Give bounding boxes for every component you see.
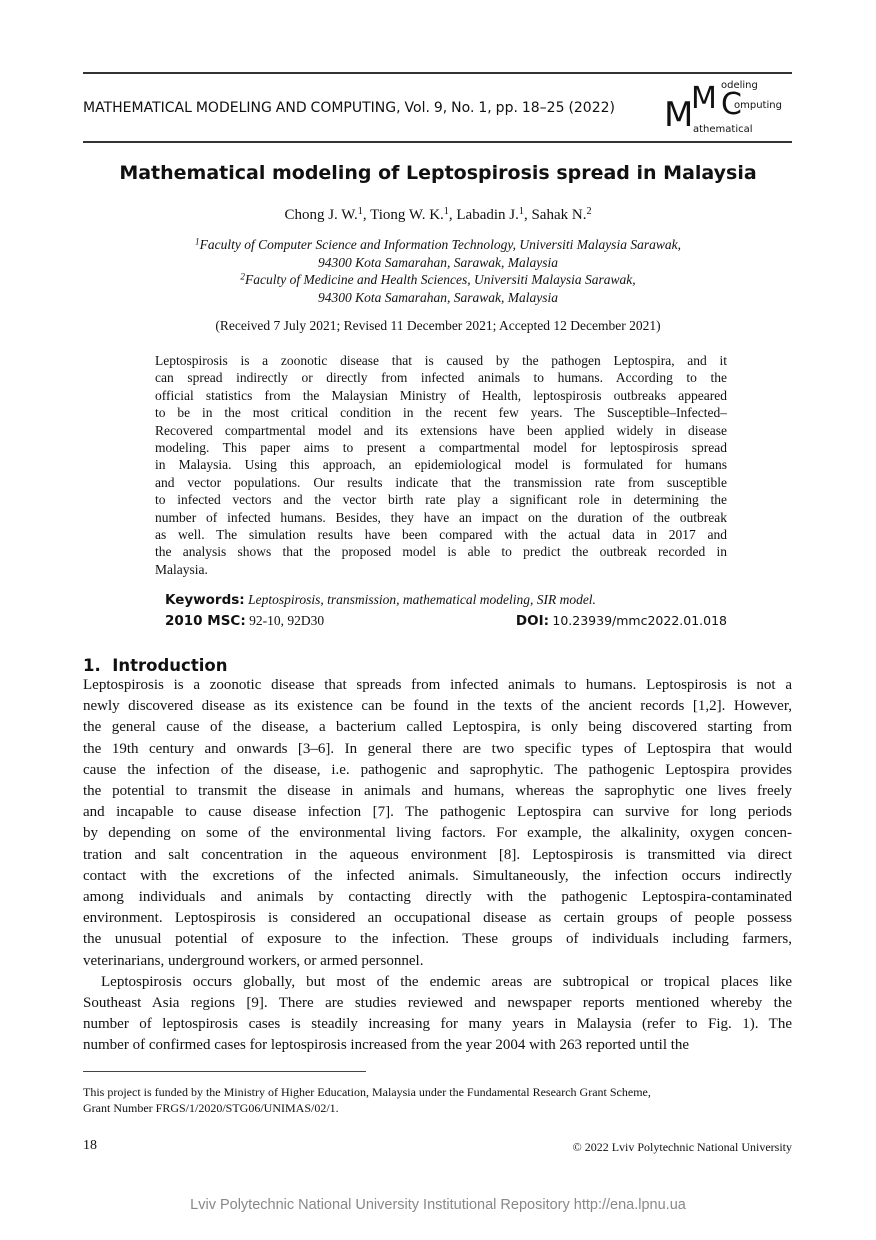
text-line: contact with the excretions of the infected animals. Simultaneously, the infection occurs indirectly: [83, 867, 792, 884]
journal-logo: [664, 78, 794, 140]
affiliations: [0, 236, 876, 306]
text-line: Recovered compartmental model and its extensions have been applied widely in disease: [155, 422, 727, 438]
authors: Chong J. W.$^1$, Tiong W. K.$^1$, Labadin J.$^1$, Sahak N.$^2$: [284, 205, 592, 223]
keywords: [165, 592, 596, 608]
author: Tiong W. K.: [370, 207, 444, 223]
msc-value: 92-10, 92D30: [249, 613, 325, 628]
text-line: Leptospirosis is a zoonotic disease that is caused by the pathogen Leptospira, and it: [155, 353, 727, 368]
msc-label: 2010 MSC:: [165, 613, 246, 629]
logo-m-large: M: [664, 95, 694, 135]
text-line: the unusual potential of exposure to the infection. These groups of individuals including farmers,: [83, 931, 792, 948]
text-line: in Malaysia. Using this approach, an epidemiological model is formulated for humans: [155, 457, 727, 473]
text-line: veterinarians, underground workers, or armed personnel.: [83, 952, 424, 969]
paper-title: Mathematical modeling of Leptospirosis spread in Malaysia: [119, 162, 757, 184]
text-line: Malaysia.: [155, 561, 208, 577]
author-sup: 1: [518, 205, 524, 217]
section-heading: [83, 656, 227, 675]
text-line: to infected vectors and the vector birth rate play a significant role in determining the: [155, 492, 727, 508]
text-line: Leptospirosis is a zoonotic disease that spreads from infected animals to humans. Leptospirosis is not a: [83, 677, 792, 693]
received-dates: (Received 7 July 2021; Revised 11 December 2021; Accepted 12 December 2021): [215, 318, 661, 333]
logo-odeling: odeling: [721, 80, 758, 91]
text-line: number of leptospirosis cases is steadily increasing for many years in Malaysia (refer to Fig. 1). The: [83, 1016, 792, 1033]
affiliation-line: Faculty of Medicine and Health Sciences, Universiti Malaysia Sarawak,: [244, 272, 636, 288]
affiliation-line: Faculty of Computer Science and Information Technology, Universiti Malaysia Sarawak,: [199, 237, 681, 252]
text-line: number of confirmed cases for leptospirosis increased from the year 2004 with 263 reported until the: [83, 1037, 690, 1054]
text-line: cause the infection of the disease, i.e. pathogenic and saprophytic. The pathogenic Leptospira provides: [83, 761, 792, 778]
footnote-line: Grant Number FRGS/1/2020/STG06/UNIMAS/02/1.: [83, 1100, 339, 1115]
keywords-label: Keywords:: [165, 592, 245, 608]
text-line: as well. The simulation results have been compared with the actual data in 2017 and: [155, 527, 727, 543]
keywords-value: Leptospirosis, transmission, mathematical modeling, SIR model.: [248, 592, 596, 607]
text-line: Leptospirosis occurs globally, but most of the endemic areas are subtropical or tropical places like: [101, 973, 792, 990]
text-line: newly discovered disease as its existence can be found in the texts of the ancient records [1,2]. However,: [83, 698, 792, 715]
text-line: the 19th century and onwards [3–6]. In general there are two specific types of Leptospira that would: [83, 740, 792, 757]
author: Labadin J.: [456, 207, 519, 223]
affiliation-sup: 2: [240, 271, 245, 282]
author-sup: 1: [357, 205, 363, 217]
footnote-rule: [83, 1071, 366, 1072]
header-top-rule: [83, 72, 792, 74]
doi-value[interactable]: 10.23939/mmc2022.01.018: [552, 613, 727, 628]
abstract: [155, 352, 727, 578]
affiliation-sup: 1: [195, 236, 200, 247]
logo-athematical: athematical: [693, 124, 753, 135]
logo-c: C: [721, 87, 742, 122]
msc: [165, 613, 324, 629]
text-line: among individuals and animals by contacting directly with the pathogenic Leptospira-contaminated: [83, 889, 792, 906]
text-line: official statistics from the Malaysian Ministry of Health, leptospirosis outbreaks appeared: [155, 387, 727, 403]
footnote-line: This project is funded by the Ministry of Higher Education, Malaysia under the Fundamental Research Grant Scheme,: [83, 1085, 651, 1099]
page-number: 18: [83, 1138, 97, 1153]
logo-omputing: omputing: [734, 100, 782, 111]
author: Chong J. W.: [284, 207, 358, 223]
section-number: 1.: [83, 656, 101, 675]
text-line: and vector populations. Our results indicate that the transmission rate from susceptible: [155, 474, 727, 490]
doi: [516, 613, 727, 629]
footnote: [83, 1085, 792, 1116]
text-line: to be in the most critical condition in the recent few years. The Susceptible–Infected–: [155, 405, 727, 421]
copyright: © 2022 Lviv Polytechnic National University: [572, 1140, 792, 1154]
author-sup: 2: [586, 205, 592, 217]
doi-label: DOI:: [515, 613, 550, 629]
logo-m-mid: M: [691, 81, 717, 116]
journal-volume: Vol. 9, No. 1, pp. 18–25 (2022): [404, 100, 615, 116]
text-line: tration and salt concentration in the aqueous environment [8]. Leptospirosis is transmitted via direct: [83, 846, 792, 863]
affiliation-line: 94300 Kota Samarahan, Sarawak, Malaysia: [317, 254, 558, 270]
text-line: and incapable to cause disease infection [7]. The pathogenic Leptospira can survive for long periods: [83, 804, 792, 821]
text-line: Southeast Asia regions [9]. There are studies reviewed and newspaper reports mentioned whereby the: [83, 995, 792, 1012]
text-line: by depending on some of the environmental living factors. For example, the alkalinity, oxygen concen-: [83, 825, 792, 842]
text-line: the analysis shows that the proposed model is able to predict the outbreak recorded in: [155, 544, 727, 560]
author: Sahak N.: [531, 207, 587, 223]
text-line: modeling. This paper aims to present a compartmental model for leptospirosis spread: [155, 440, 727, 456]
header-bottom-rule: [83, 141, 792, 143]
journal-name: MATHEMATICAL MODELING AND COMPUTING,: [83, 100, 401, 116]
text-line: environment. Leptospirosis is considered an occupational disease as certain groups of people possess: [83, 910, 792, 927]
text-line: the general cause of the disease, a bacterium called Leptospira, is only being discovered starting from: [83, 719, 792, 736]
text-line: can spread indirectly or directly from infected animals to humans. According to the: [155, 370, 727, 386]
section-title: Introduction: [112, 656, 228, 675]
affiliation-line: 94300 Kota Samarahan, Sarawak, Malaysia: [317, 289, 558, 305]
repository-watermark: Lviv Polytechnic National University Institutional Repository http://ena.lpnu.ua: [190, 1197, 686, 1213]
introduction-body: [83, 675, 792, 1057]
journal-header: [83, 100, 615, 116]
text-line: number of infected humans. Besides, they have an impact on the duration of the outbreak: [155, 509, 727, 525]
author-sup: 1: [443, 205, 449, 217]
text-line: the potential to transmit the disease in animals and humans, whereas the saprophytic one lives freely: [83, 783, 792, 800]
